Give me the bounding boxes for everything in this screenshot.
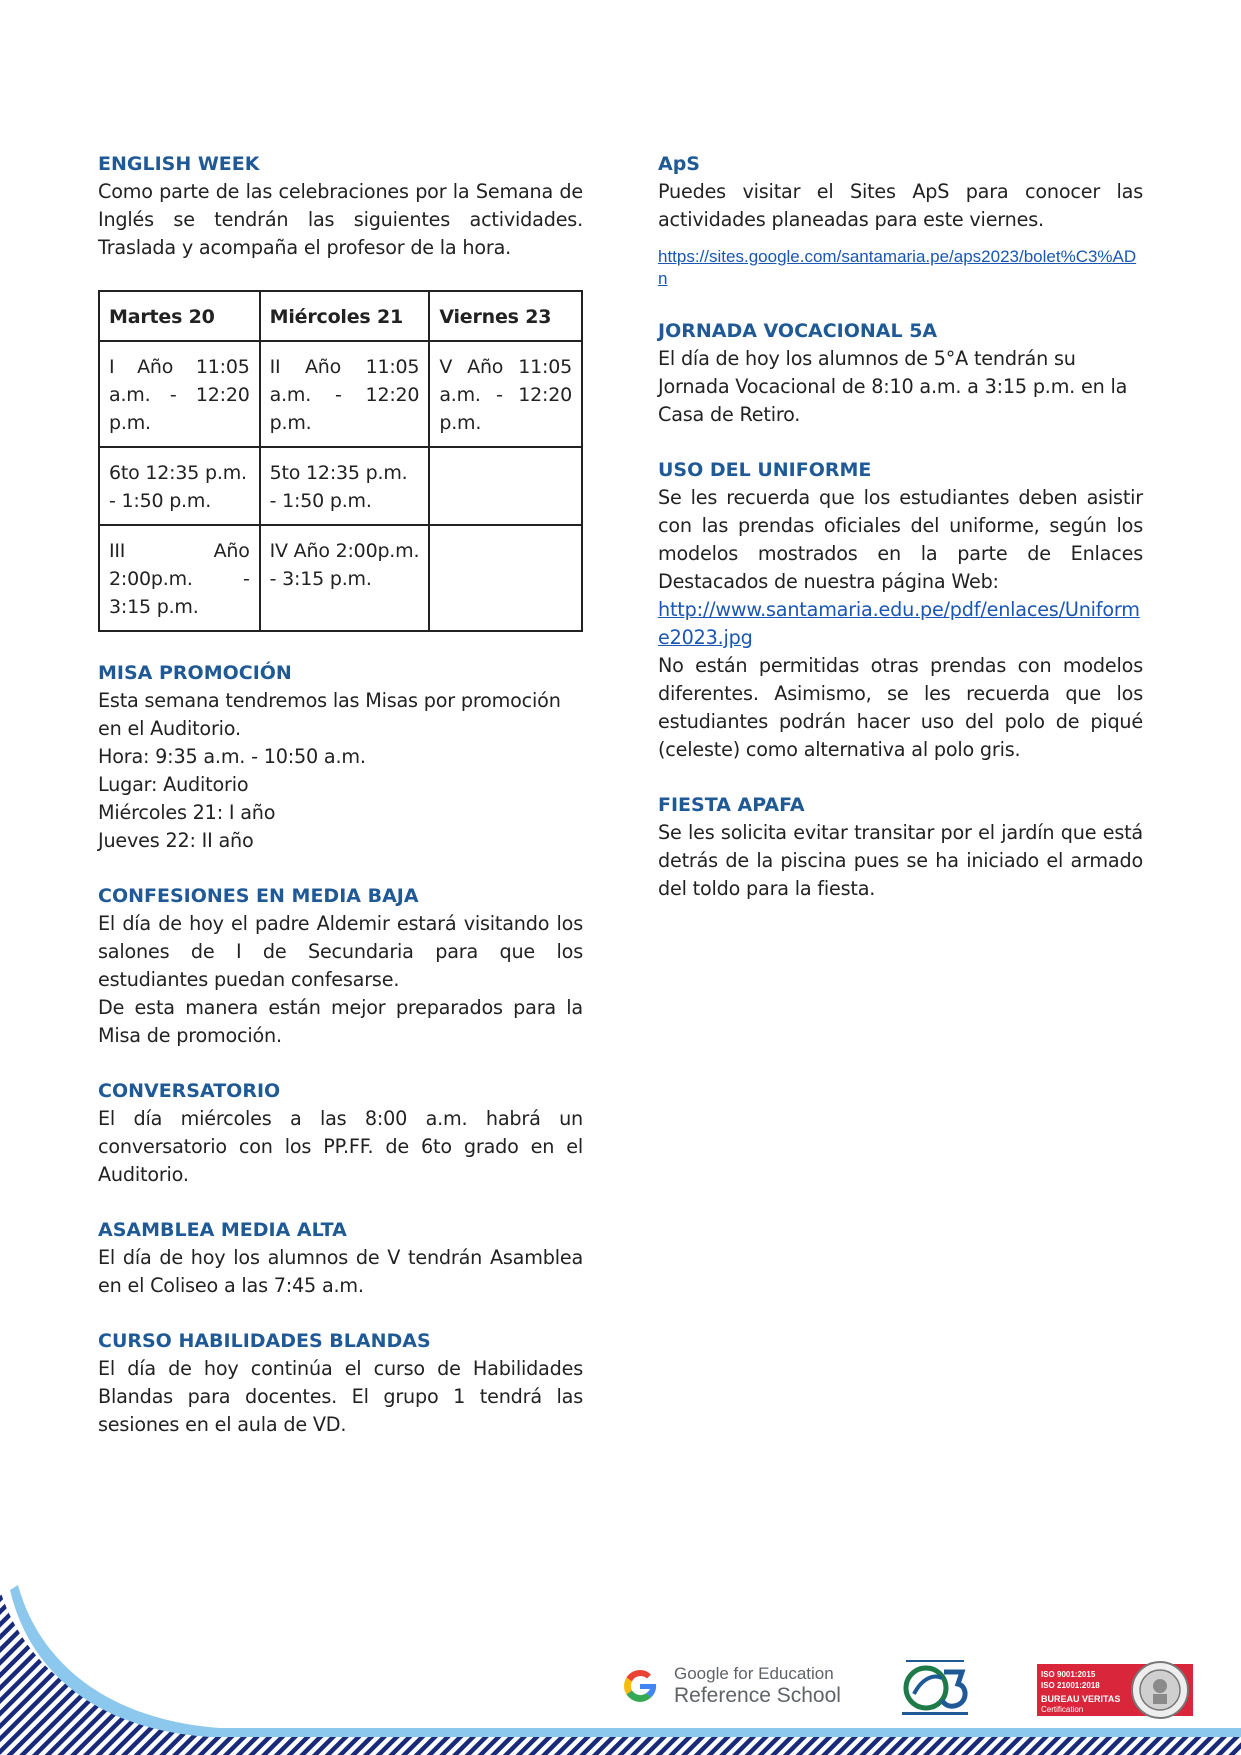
table-cell: III Año 2:00p.m. - 3:15 p.m. <box>99 525 260 631</box>
section-text: El día miércoles a las 8:00 a.m. habrá un conversatorio con los PP.FF. de 6to grado en el Auditorio. <box>98 1107 583 1186</box>
google-g-icon <box>620 1666 660 1706</box>
section-heading: ApS <box>658 153 700 175</box>
section-text: El día de hoy continúa el curso de Habilidades Blandas para docentes. El grupo 1 tendrá las sesiones en el aula de VD. <box>98 1357 583 1436</box>
confesiones-section <box>98 882 583 1050</box>
section-heading: ENGLISH WEEK <box>98 153 260 175</box>
section-text: Como parte de las celebraciones por la Semana de Inglés se tendrán las siguientes actividades. Traslada y acompaña el profesor de la hora. <box>98 180 583 259</box>
table-cell: 6to 12:35 p.m. - 1:50 p.m. <box>99 447 260 525</box>
section-line: Miércoles 21: I año <box>98 801 276 824</box>
table-cell: 5to 12:35 p.m. - 1:50 p.m. <box>260 447 430 525</box>
section-line: Hora: 9:35 a.m. - 10:50 a.m. <box>98 745 366 768</box>
aps-link[interactable]: https://sites.google.com/santamaria.pe/aps2023/bolet%C3%ADn <box>658 247 1137 288</box>
section-heading: ASAMBLEA MEDIA ALTA <box>98 1219 347 1241</box>
section-text: Se les solicita evitar transitar por el jardín que está detrás de la piscina pues se ha iniciado el armado del toldo para la fiesta. <box>658 821 1143 900</box>
conversatorio-section <box>98 1077 583 1189</box>
asamblea-section <box>98 1216 583 1300</box>
section-text: El día de hoy el padre Aldemir estará visitando los salones de I de Secundaria para que los estudiantes puedan confesarse. <box>98 912 583 991</box>
google-for-education-logo <box>620 1662 850 1714</box>
footer-wave-decoration <box>0 1545 1241 1755</box>
google-logo-line2: Reference School <box>674 1684 841 1707</box>
section-text: Esta semana tendremos las Misas por promoción en el Auditorio. <box>98 689 561 740</box>
right-column <box>658 150 1143 930</box>
bv-iso-line: ISO 21001:2018 <box>1041 1681 1100 1690</box>
uniforme-section <box>658 456 1143 764</box>
bv-seal-icon <box>1129 1660 1191 1720</box>
section-text: El día de hoy los alumnos de 5°A tendrán su Jornada Vocacional de 8:10 a.m. a 3:15 p.m. en la Casa de Retiro. <box>658 347 1128 426</box>
section-heading: CONVERSATORIO <box>98 1080 281 1102</box>
schedule-table <box>98 290 583 632</box>
uniform-link[interactable]: http://www.santamaria.edu.pe/pdf/enlaces/Uniforme2023.jpg <box>658 598 1140 649</box>
section-text: El día de hoy los alumnos de V tendrán Asamblea en el Coliseo a las 7:45 a.m. <box>98 1246 583 1297</box>
bv-cert-line: Certification <box>1041 1705 1084 1714</box>
google-logo-line1: Google for Education <box>674 1664 834 1683</box>
fiesta-section <box>658 791 1143 903</box>
section-text: No están permitidas otras prendas con modelos diferentes. Asimismo, se les recuerda que los estudiantes podrán hacer uso del polo de piqué (celeste) como alternativa al polo gris. <box>658 654 1143 761</box>
bv-iso-line: ISO 9001:2015 <box>1041 1670 1096 1679</box>
table-header-cell: Martes 20 <box>99 291 260 341</box>
misa-section <box>98 659 583 855</box>
section-line: Jueves 22: II año <box>98 829 254 852</box>
table-cell <box>429 525 582 631</box>
section-text: Puedes visitar el Sites ApS para conocer las actividades planeadas para este viernes. <box>658 180 1143 231</box>
school-anniversary-logo <box>896 1658 974 1720</box>
jornada-section <box>658 317 1143 429</box>
section-heading: MISA PROMOCIÓN <box>98 662 292 684</box>
english-week-section <box>98 150 583 632</box>
table-cell: IV Año 2:00p.m. - 3:15 p.m. <box>260 525 430 631</box>
section-heading: CONFESIONES EN MEDIA BAJA <box>98 885 419 907</box>
left-column <box>98 150 583 1466</box>
table-row <box>99 447 582 525</box>
bureau-veritas-logo <box>1037 1660 1193 1720</box>
table-row <box>99 525 582 631</box>
table-header-cell: Miércoles 21 <box>260 291 430 341</box>
table-cell: I Año 11:05 a.m. - 12:20 p.m. <box>99 341 260 447</box>
section-text: De esta manera están mejor preparados para la Misa de promoción. <box>98 996 583 1047</box>
table-header-cell: Viernes 23 <box>429 291 582 341</box>
section-line: Lugar: Auditorio <box>98 773 249 796</box>
section-text: Se les recuerda que los estudiantes deben asistir con las prendas oficiales del uniforme, según los modelos mostrados en la parte de Enlaces Destacados de nuestra página Web: <box>658 486 1143 593</box>
table-cell <box>429 447 582 525</box>
section-heading: USO DEL UNIFORME <box>658 459 872 481</box>
table-header-row <box>99 291 582 341</box>
table-cell: II Año 11:05 a.m. - 12:20 p.m. <box>260 341 430 447</box>
bv-name-line: BUREAU VERITAS <box>1041 1694 1121 1704</box>
table-row <box>99 341 582 447</box>
section-heading: CURSO HABILIDADES BLANDAS <box>98 1330 431 1352</box>
section-heading: JORNADA VOCACIONAL 5A <box>658 320 938 342</box>
table-cell: V Año 11:05 a.m. - 12:20 p.m. <box>429 341 582 447</box>
section-heading: FIESTA APAFA <box>658 794 805 816</box>
curso-section <box>98 1327 583 1439</box>
aps-section <box>658 150 1143 290</box>
